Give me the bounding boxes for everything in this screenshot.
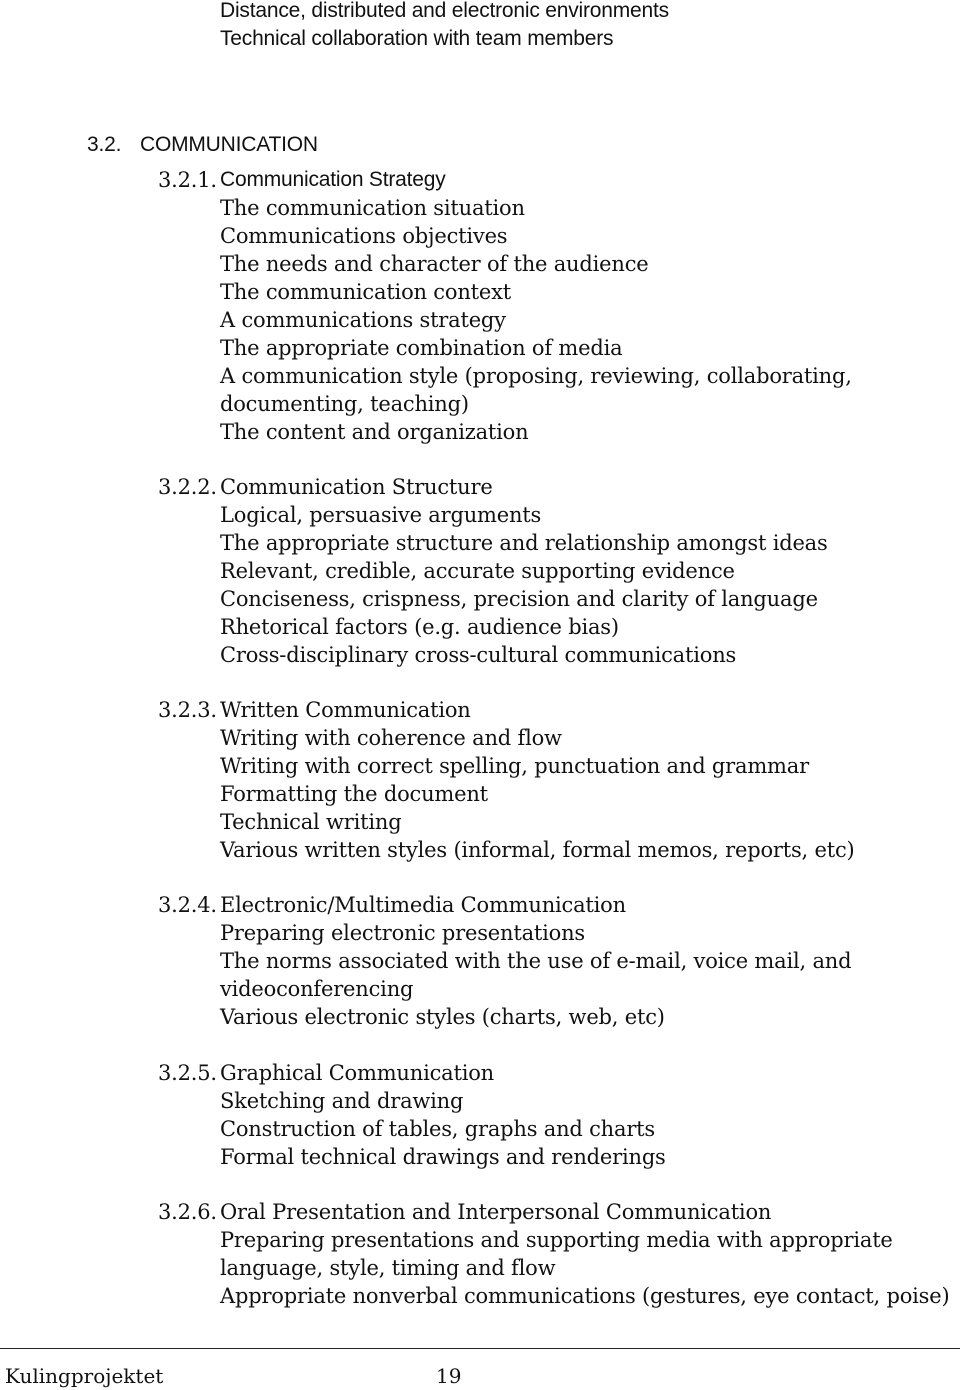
list-item: Sketching and drawing — [220, 1089, 464, 1113]
subsection-title: Oral Presentation and Interpersonal Communication — [220, 1200, 772, 1224]
subsection-title: Graphical Communication — [220, 1061, 494, 1085]
list-item: The communication situation — [220, 196, 525, 220]
list-item: A communications strategy — [220, 308, 506, 332]
continuation-line: Distance, distributed and electronic environments — [220, 0, 669, 22]
footer-title: Kulingprojektet — [5, 1364, 164, 1388]
list-item: The appropriate structure and relationship amongst ideas — [220, 531, 828, 555]
list-item: Formal technical drawings and renderings — [220, 1145, 666, 1169]
subsection-number: 3.2.2. — [158, 475, 217, 499]
list-item: Rhetorical factors (e.g. audience bias) — [220, 615, 619, 639]
subsection-number: 3.2.3. — [158, 698, 217, 722]
list-item: Various written styles (informal, formal memos, reports, etc) — [220, 838, 855, 862]
list-item: The content and organization — [220, 420, 529, 444]
subsection-number: 3.2.1. — [158, 168, 217, 192]
section-title: COMMUNICATION — [140, 133, 318, 156]
list-item: The appropriate combination of media — [220, 336, 623, 360]
subsection-title: Written Communication — [220, 698, 471, 722]
subsection-number: 3.2.5. — [158, 1061, 217, 1085]
list-item: Writing with correct spelling, punctuation and grammar — [220, 754, 809, 778]
subsection-title: Communication Structure — [220, 475, 493, 499]
list-item: Logical, persuasive arguments — [220, 503, 542, 527]
list-item: Technical writing — [220, 810, 402, 834]
subsection-title: Communication Strategy — [220, 168, 446, 191]
list-item: The norms associated with the use of e-mail, voice mail, and — [220, 949, 852, 973]
list-item: Relevant, credible, accurate supporting evidence — [220, 559, 735, 583]
list-item: A communication style (proposing, reviewing, collaborating, — [220, 364, 852, 388]
list-item: Construction of tables, graphs and charts — [220, 1117, 655, 1141]
subsection-number: 3.2.6. — [158, 1200, 217, 1224]
list-item: videoconferencing — [220, 977, 414, 1001]
list-item: Communications objectives — [220, 224, 508, 248]
list-item: Preparing presentations and supporting media with appropriate — [220, 1228, 893, 1252]
list-item: The needs and character of the audience — [220, 252, 649, 276]
list-item: language, style, timing and flow — [220, 1256, 556, 1280]
subsection-number: 3.2.4. — [158, 893, 217, 917]
list-item: Appropriate nonverbal communications (gestures, eye contact, poise) — [220, 1284, 950, 1308]
list-item: Formatting the document — [220, 782, 488, 806]
section-number: 3.2. — [87, 133, 122, 156]
page-number: 19 — [436, 1364, 462, 1388]
list-item: Cross-disciplinary cross-cultural communications — [220, 643, 737, 667]
list-item: Various electronic styles (charts, web, etc) — [220, 1005, 665, 1029]
list-item: documenting, teaching) — [220, 392, 469, 416]
list-item: Preparing electronic presentations — [220, 921, 585, 945]
subsection-title: Electronic/Multimedia Communication — [220, 893, 626, 917]
list-item: Writing with coherence and flow — [220, 726, 562, 750]
continuation-line: Technical collaboration with team members — [220, 27, 614, 50]
list-item: The communication context — [220, 280, 511, 304]
footer-divider — [0, 1348, 960, 1349]
list-item: Conciseness, crispness, precision and clarity of language — [220, 587, 818, 611]
